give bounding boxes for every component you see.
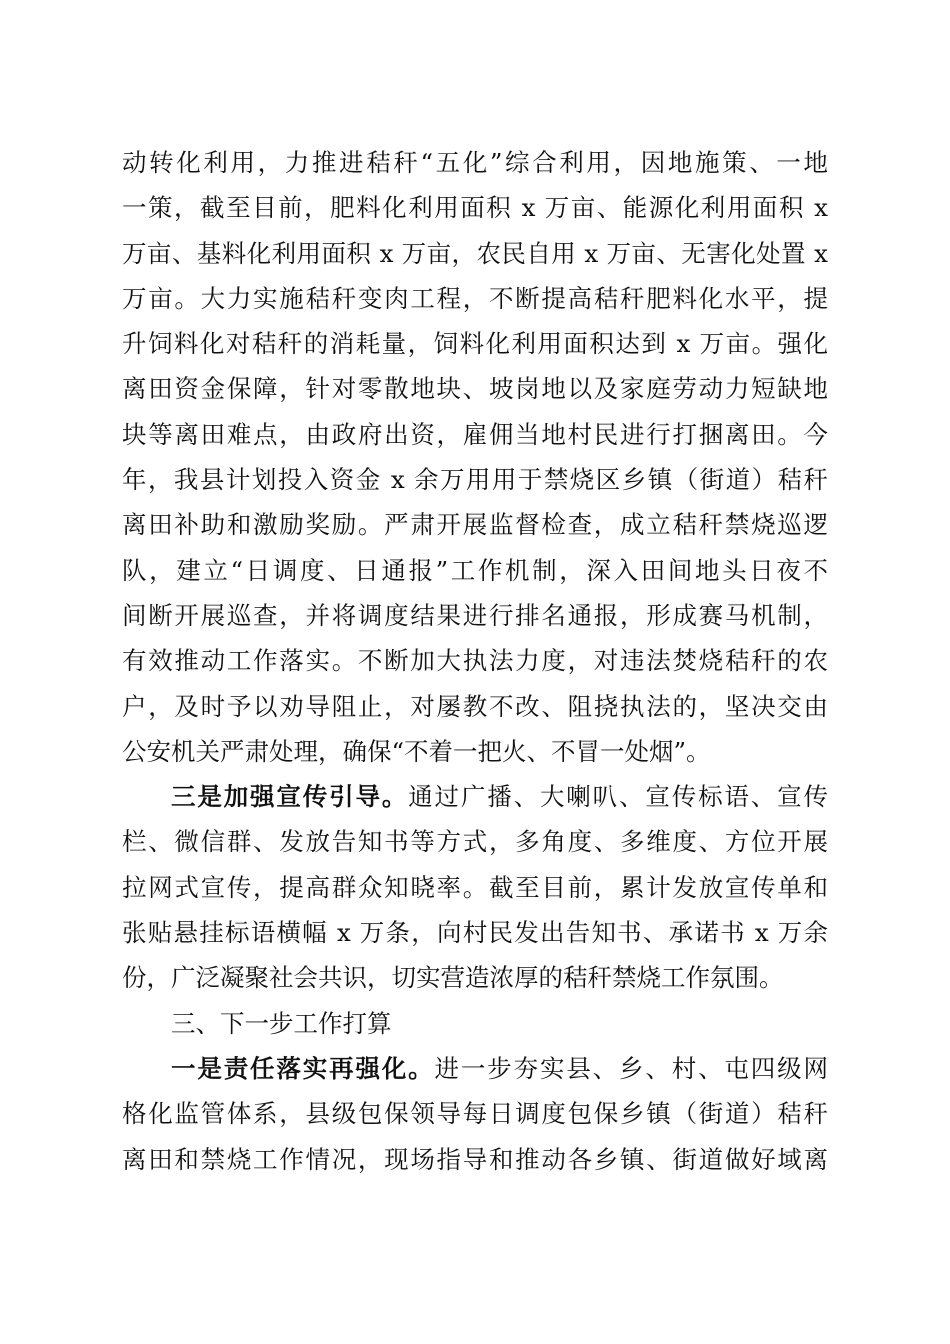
text-line: 块等离田难点，由政府出资，雇佣当地村民进行打捆离田。今 [122, 419, 828, 449]
text-line: 栏、微信群、发放告知书等方式，多角度、多维度、方位开展 [122, 827, 828, 857]
text-line: 升饲料化对秸秆的消耗量，饲料化利用面积达到 x 万亩。强化 [122, 329, 828, 359]
text-line: 公安机关严肃处理，确保“不着一把火、不冒一处烟”。 [122, 736, 711, 766]
text-line: 有效推动工作落实。不断加大执法力度，对违法焚烧秸秆的农 [122, 646, 828, 676]
text-line: 队，建立“日调度、日通报”工作机制，深入田间地头日夜不 [122, 555, 828, 585]
text-line: 张贴悬挂标语横幅 x 万条，向村民发出告知书、承诺书 x 万余 [122, 918, 828, 948]
text-line: 拉网式宣传，提高群众知晓率。截至目前，累计发放宣传单和 [122, 872, 828, 902]
text-line: 年，我县计划投入资金 x 余万用用于禁烧区乡镇（街道）秸秆 [122, 465, 828, 495]
text-line: 格化监管体系，县级包保领导每日调度包保乡镇（街道）秸秆 [122, 1099, 828, 1129]
text-line: 间断开展巡查，并将调度结果进行排名通报，形成赛马机制， [122, 600, 828, 630]
text-run: 通过广播、大喇叭、宣传标语、宣传 [408, 782, 828, 812]
text-run: 进一步夯实县、乡、村、屯四级网 [434, 1053, 829, 1083]
text-line: 户，及时予以劝导阻止，对屡教不改、阻挠执法的，坚决交由 [122, 691, 828, 721]
text-line: 离田和禁烧工作情况，现场指导和推动各乡镇、街道做好域离 [122, 1144, 828, 1174]
text-line [122, 774, 828, 819]
text-line: 离田资金保障，针对零散地块、坡岗地以及家庭劳动力短缺地 [122, 374, 828, 404]
text-line: 离田补助和激励奖励。严肃开展监督检查，成立秸秆禁烧巡逻 [122, 510, 828, 540]
text-line [122, 1046, 828, 1091]
text-line: 万亩。大力实施秸秆变肉工程，不断提高秸秆肥料化水平，提 [122, 283, 828, 313]
paragraph-lead: 三是加强宣传引导。 [171, 782, 409, 812]
paragraph-responsibility [122, 1046, 828, 1182]
paragraph-lead: 一是责任落实再强化。 [171, 1053, 435, 1083]
document-page [122, 140, 828, 1182]
paragraph-publicity [122, 774, 828, 1000]
text-line: 份，广泛凝聚社会共识，切实营造浓厚的秸秆禁烧工作氛围。 [122, 963, 784, 993]
text-line: 动转化利用，力推进秸秆“五化”综合利用，因地施策、一地 [122, 148, 828, 177]
text-line: 万亩、基料化利用面积 x 万亩，农民自用 x 万亩、无害化处置 x [122, 238, 828, 268]
section-heading: 三、下一步工作打算 [171, 1008, 392, 1038]
text-line: 一策，截至目前，肥料化利用面积 x 万亩、能源化利用面积 x [122, 193, 828, 223]
paragraph-continued [122, 140, 828, 774]
